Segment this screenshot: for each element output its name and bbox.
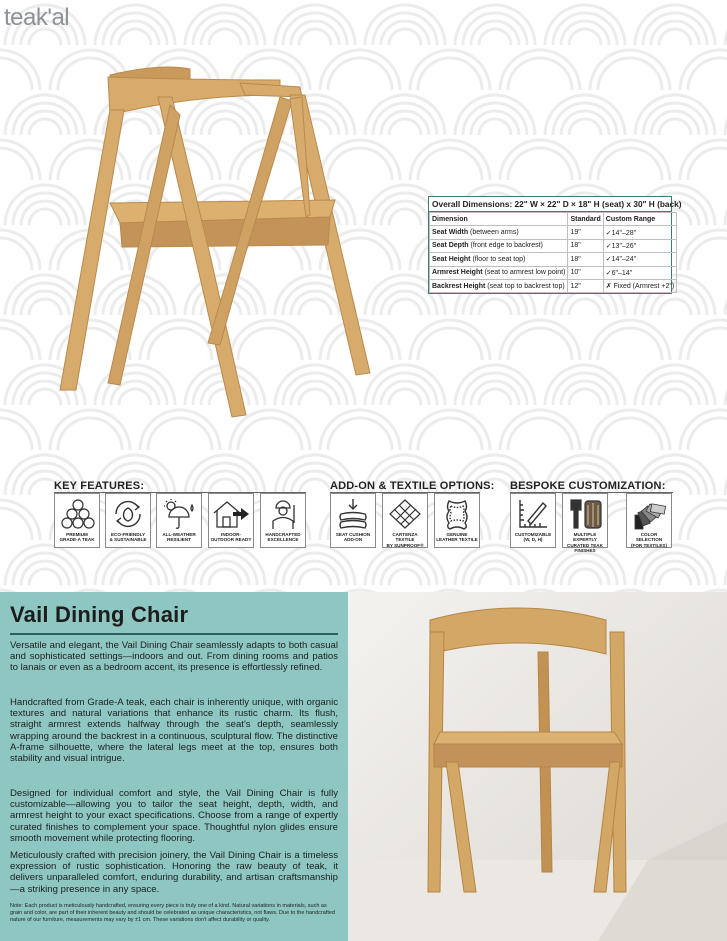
cushion-icon [333, 497, 373, 531]
brush-finish-icon [565, 497, 605, 531]
brand-logo: teak'al [4, 4, 70, 31]
spec-row-armrest-height: Armrest Height (seat to armrest low point) 10" ✓6"–14" [430, 266, 677, 279]
spec-table-title: Overall Dimensions: 22" W × 22" D × 18" H (seat) x 30" H (back) [429, 197, 671, 212]
feature-indoor-outdoor: INDOOR- OUTDOOR READY [208, 493, 254, 548]
description-paragraph-1: Versatile and elegant, the Vail Dining Chair seamlessly adapts to both casual and sophisticated settings—indoors and out. From dining rooms and patios to lanais or even as a bedroom accent, its presence is effortlessly refined. [10, 640, 338, 674]
textile-weave-icon [385, 497, 425, 531]
key-features-heading: KEY FEATURES: [54, 480, 145, 492]
feature-eco: ECO-FRIENDLY & SUSTAINABLE [105, 493, 151, 548]
spec-row-seat-height: Seat Height (floor to seat top) 18" ✓14"–24" [430, 253, 677, 266]
color-swatch-icon [629, 497, 669, 531]
dimensions-spec-table [428, 196, 682, 294]
leather-hide-icon [437, 497, 477, 531]
description-paragraph-4: Meticulously crafted with precision joinery, the Vail Dining Chair is a timeless expression of rustic sophistication. Honoring the raw beauty of teak, it delivers unparalleled comfort, enduring durability, and artisan craftsmanship—a striking presence in any space. [10, 850, 338, 895]
spec-row-seat-depth: Seat Depth (front edge to backrest) 18" ✓13"–26" [430, 239, 677, 252]
product-title: Vail Dining Chair [10, 602, 189, 627]
customization-heading: BESPOKE CUSTOMIZATION: [510, 480, 666, 492]
teak-logs-icon [57, 497, 97, 531]
feature-teak: PREMIUM GRADE-A TEAK [54, 493, 100, 548]
spec-header-range: Custom Range [603, 213, 676, 226]
addon-leather: GENUINE LEATHER TEXTILE [434, 493, 480, 548]
feature-handcrafted: HANDCRAFTED EXCELLENCE [260, 493, 306, 548]
custom-color-selection: COLOR SELECTION (FOR TEXTILES) [626, 493, 672, 548]
chair-angled-view-photo [40, 55, 400, 435]
craftsman-icon [263, 497, 303, 531]
chair-front-view-photo [348, 592, 727, 941]
ruler-icon [513, 497, 553, 531]
addon-options-heading: ADD-ON & TEXTILE OPTIONS: [330, 480, 495, 492]
custom-dimensions: CUSTOMIZABLE (W, D, H) [510, 493, 556, 548]
addon-textile: CARTENZA TEXTILE BY SUNPROOF® [382, 493, 428, 548]
spec-header-dimension: Dimension [430, 213, 568, 226]
custom-finishes: MULTIPLE EXPERTLY CURATED TEAK FINISHES [562, 493, 608, 548]
feature-weather: ALL-WEATHER RESILIENT [156, 493, 202, 548]
title-underline [10, 633, 338, 635]
spec-row-backrest-height: Backrest Height (seat top to backrest top) 12" ✗ Fixed (Armrest +2") [430, 279, 677, 292]
spec-header-standard: Standard [568, 213, 603, 226]
addon-cushion: SEAT CUSHION ADD-ON [330, 493, 376, 548]
description-paragraph-2: Handcrafted from Grade-A teak, each chair is inherently unique, with organic textures and natural variations that enhance its rustic charm. Its flush, straight armrest extends halfway through the seat's depth, seamlessly wrapping around the backrest in a continuous, sculptural flow. The distinctive A-frame silhouette, where the lateral legs meet at the top, ensures both stability and visual intrigue. [10, 697, 338, 765]
eco-recycle-icon [108, 497, 148, 531]
indoor-outdoor-icon [211, 497, 251, 531]
weather-icon [159, 497, 199, 531]
description-paragraph-3: Designed for individual comfort and style, the Vail Dining Chair is fully customizable—allowing you to tailor the seat height, depth, width, and armrest height to your exact specifications. Choose from a range of expertly curated finishes to complement your space. Thoughtful nylon glides ensure smooth movement while protecting flooring. [10, 788, 338, 844]
handcrafted-note: Note: Each product is meticulously handcrafted, ensuring every piece is truly one of a kind. Natural variations in materials, such as grain and color, are part of their inherent beauty and should be celebrated as unique characteristics, not flaws. Due to the handcrafted nature of our furniture, measurements may vary by ±1 cm. These variations don't affect durability or quality. [10, 903, 336, 923]
spec-row-seat-width: Seat Width (between arms) 19" ✓14"–28" [430, 226, 677, 239]
